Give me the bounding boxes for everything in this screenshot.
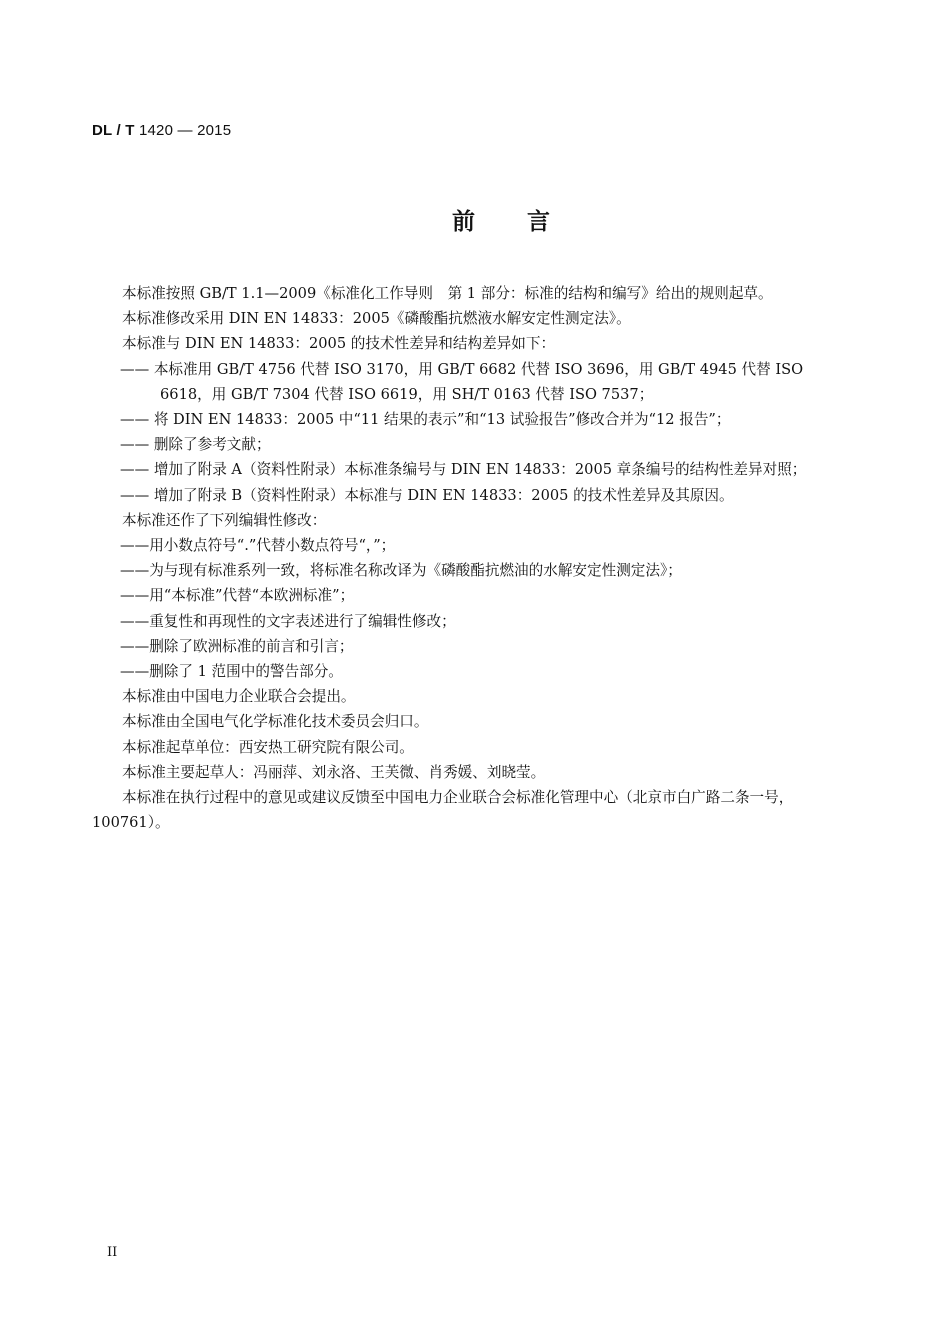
paragraph-editorial-intro: 本标准还作了下列编辑性修改： xyxy=(122,511,327,529)
paragraph-differences-intro: 本标准与 DIN EN 14833：2005 的技术性差异和结构差异如下： xyxy=(122,335,556,353)
paragraph-adoption: 本标准修改采用 DIN EN 14833：2005《磷酸酯抗燃液水解安定性测定法》。 xyxy=(122,310,631,328)
paragraph-proposer: 本标准由中国电力企业联合会提出。 xyxy=(122,688,356,706)
difference-item: —— 增加了附录 A（资料性附录）本标准条编号与 DIN EN 14833：2005 章条编号的结构性差异对照； xyxy=(120,461,807,479)
editorial-item: ——用小数点符号“.”代替小数点符号“，”； xyxy=(120,537,396,555)
difference-item: —— 删除了参考文献； xyxy=(120,436,271,454)
paragraph-drafters: 本标准主要起草人：冯丽萍、刘永洛、王芙微、肖秀媛、刘晓莹。 xyxy=(122,763,546,781)
paragraph-committee: 本标准由全国电气化学标准化技术委员会归口。 xyxy=(122,713,429,731)
standard-code xyxy=(92,122,231,139)
difference-item: —— 本标准用 GB/T 4756 代替 ISO 3170，用 GB/T 6682 代替 ISO 3696，用 GB/T 4945 代替 ISO 6618，用 GB/T 7304 代替 ISO 6619，用 SH/T 0163 代替 ISO 7537； xyxy=(120,360,804,403)
foreword-body xyxy=(92,281,852,835)
editorial-item: ——删除了欧洲标准的前言和引言； xyxy=(120,637,354,655)
standard-code-number: 1420 — 2015 xyxy=(134,122,232,139)
editorial-item: ——为与现有标准系列一致，将标准名称改译为《磷酸酯抗燃油的水解安定性测定法》； xyxy=(120,562,682,580)
paragraph-feedback: 本标准在执行过程中的意见或建议反馈至中国电力企业联合会标准化管理中心（北京市白广路二条一号，100761）。 xyxy=(92,789,794,832)
paragraph-drafting-rules: 本标准按照 GB/T 1.1—2009《标准化工作导则 第 1 部分：标准的结构和编写》给出的规则起草。 xyxy=(122,285,773,302)
paragraph-drafting-unit: 本标准起草单位：西安热工研究院有限公司。 xyxy=(122,738,414,756)
page-number: II xyxy=(107,1245,118,1260)
editorial-item: ——重复性和再现性的文字表述进行了编辑性修改； xyxy=(120,612,456,630)
editorial-item: ——用“本标准”代替“本欧洲标准”； xyxy=(120,587,355,605)
difference-item: —— 增加了附录 B（资料性附录）本标准与 DIN EN 14833：2005 的技术性差异及其原因。 xyxy=(120,486,734,504)
page-title: 前言 xyxy=(452,209,602,235)
difference-item: —— 将 DIN EN 14833：2005 中“11 结果的表示”和“13 试验报告”修改合并为“12 报告”； xyxy=(120,411,731,429)
editorial-item: ——删除了 1 范围中的警告部分。 xyxy=(120,663,343,681)
standard-code-prefix: DL / T xyxy=(92,122,135,139)
